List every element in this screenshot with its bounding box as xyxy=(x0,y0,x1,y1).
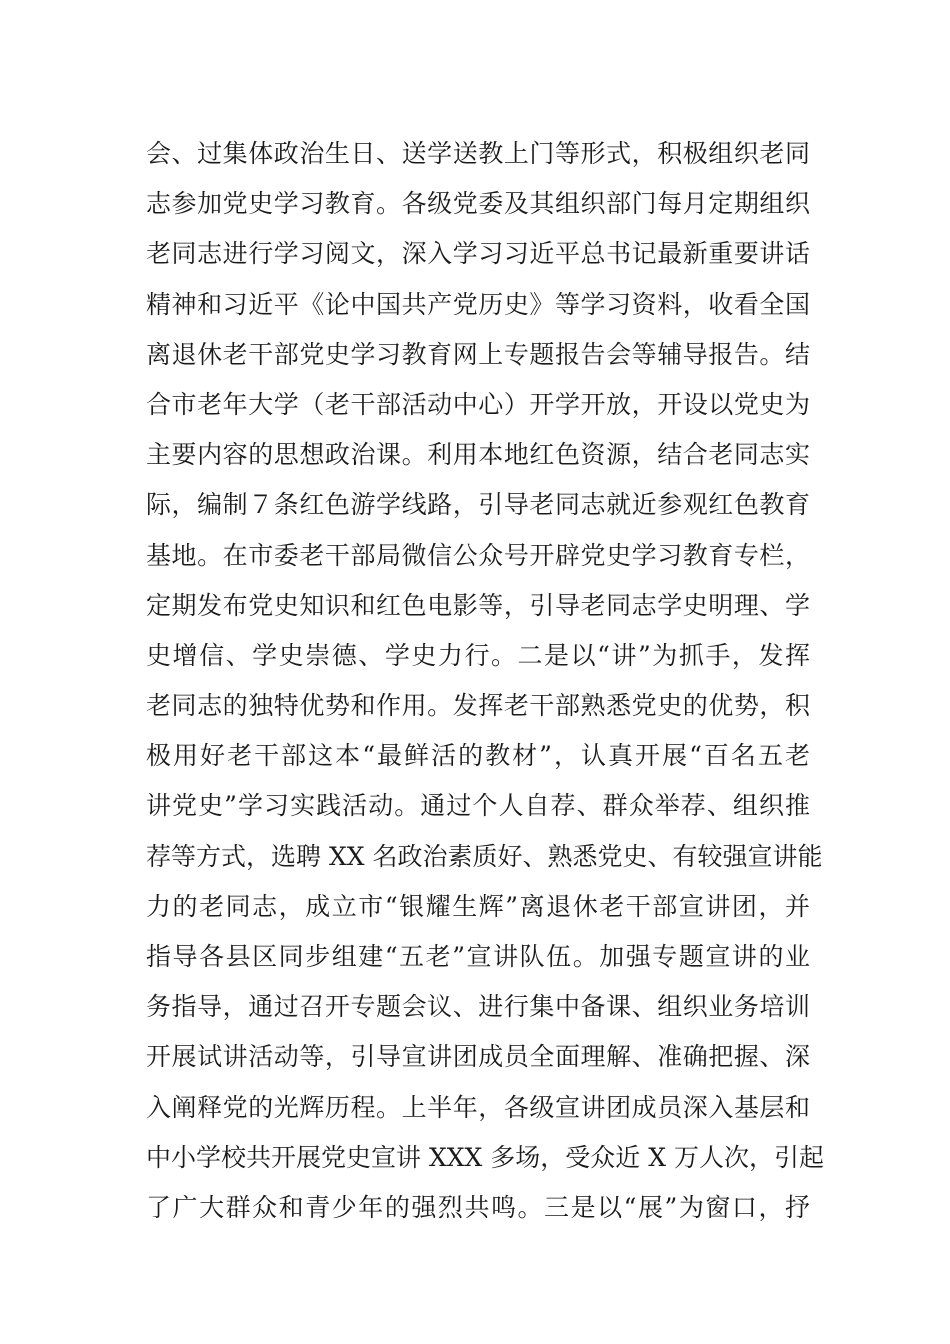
text-line: 老同志的独特优势和作用。发挥老干部熟悉党史的优势，积 xyxy=(146,691,810,721)
text-line: 荐等方式，选聘 XX 名政治素质好、熟悉党史、有较强宣讲能 xyxy=(146,841,823,871)
text-line: 精神和习近平《论中国共产党历史》等学习资料，收看全国 xyxy=(146,289,810,319)
text-line: 讲党史”学习实践活动。通过个人自荐、群众举荐、组织推 xyxy=(146,791,810,821)
text-line: 基地。在市委老干部局微信公众号开辟党史学习教育专栏， xyxy=(146,540,810,570)
text-line: 开展试讲活动等，引导宣讲团成员全面理解、准确把握、深 xyxy=(146,1042,810,1072)
text-line: 极用好老干部这本“最鲜活的教材”，认真开展“百名五老 xyxy=(146,741,810,771)
text-line: 主要内容的思想政治课。利用本地红色资源，结合老同志实 xyxy=(146,440,810,470)
text-line: 定期发布党史知识和红色电影等，引导老同志学史明理、学 xyxy=(146,590,810,620)
text-line: 入阐释党的光辉历程。上半年，各级宣讲团成员深入基层和 xyxy=(146,1092,810,1122)
text-line: 了广大群众和青少年的强烈共鸣。三是以“展”为窗口，抒 xyxy=(146,1192,810,1222)
text-line: 指导各县区同步组建“五老”宣讲队伍。加强专题宣讲的业 xyxy=(146,942,810,971)
text-line: 史增信、学史崇德、学史力行。二是以“讲”为抓手，发挥 xyxy=(146,640,810,670)
text-line: 务指导，通过召开专题会议、进行集中备课、组织业务培训 xyxy=(146,992,810,1022)
text-line: 老同志进行学习阅文，深入学习习近平总书记最新重要讲话 xyxy=(146,239,810,269)
text-line: 会、过集体政治生日、送学送教上门等形式，积极组织老同 xyxy=(146,139,810,168)
text-line: 志参加党史学习教育。各级党委及其组织部门每月定期组织 xyxy=(146,189,810,219)
body-paragraph xyxy=(146,129,824,1233)
text-line: 中小学校共开展党史宣讲 XXX 多场，受众近 X 万人次，引起 xyxy=(146,1142,824,1172)
text-line: 合市老年大学（老干部活动中心）开学开放，开设以党史为 xyxy=(146,389,810,419)
text-line: 力的老同志，成立市“银耀生辉”离退休老干部宣讲团，并 xyxy=(146,891,810,921)
text-line: 离退休老干部党史学习教育网上专题报告会等辅导报告。结 xyxy=(146,339,810,369)
text-line: 际，编制７条红色游学线路，引导老同志就近参观红色教育 xyxy=(146,490,810,520)
